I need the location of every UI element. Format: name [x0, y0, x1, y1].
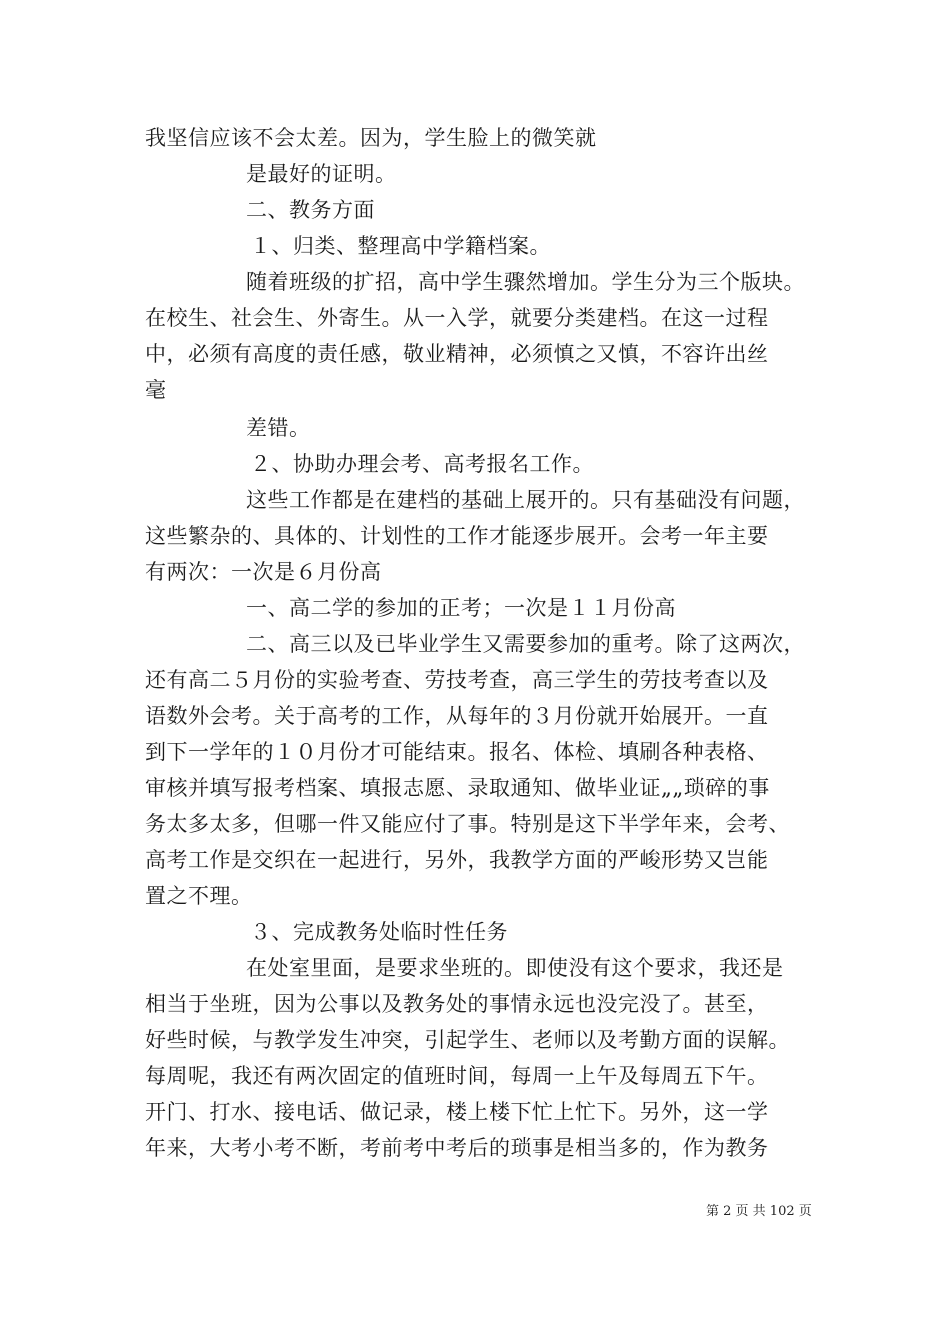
text-line: 还有高二５月份的实验考查、劳技考查，高三学生的劳技考查以及	[145, 668, 769, 692]
text-line: 好些时候，与教学发生冲突，引起学生、老师以及考勤方面的误解。	[145, 1028, 790, 1052]
text-line: 在校生、社会生、外寄生。从一入学，就要分类建档。在这一过程	[145, 306, 769, 330]
text-line: 每周呢，我还有两次固定的值班时间，每周一上午及每周五下午。	[145, 1064, 769, 1088]
subsection-heading: ２、协助办理会考、高考报名工作。	[250, 452, 594, 476]
text-line: 高考工作是交织在一起进行，另外，我教学方面的严峻形势又岂能	[145, 848, 769, 872]
text-line: 在处室里面，是要求坐班的。即使没有这个要求，我还是	[246, 956, 784, 980]
text-line: 到下一学年的１０月份才可能结束。报名、体检、填刷各种表格、	[145, 740, 769, 764]
text-line: 审核并填写报考档案、填报志愿、录取通知、做毕业证„„琐碎的事	[145, 776, 770, 800]
text-line: 我坚信应该不会太差。因为，学生脸上的微笑就	[145, 126, 597, 150]
text-line: 是最好的证明。	[246, 162, 397, 186]
text-line: 随着班级的扩招，高中学生骤然增加。学生分为三个版块。	[246, 270, 805, 294]
text-line: 差错。	[246, 416, 311, 440]
text-line: 置之不理。	[145, 884, 253, 908]
text-line: 相当于坐班，因为公事以及教务处的事情永远也没完没了。甚至，	[145, 992, 769, 1016]
text-line: 年来，大考小考不断，考前考中考后的琐事是相当多的，作为教务	[145, 1136, 769, 1160]
text-line: 语数外会考。关于高考的工作，从每年的３月份就开始展开。一直	[145, 704, 769, 728]
text-line: 中，必须有高度的责任感，敬业精神，必须慎之又慎，不容许出丝	[145, 342, 769, 366]
text-line: 这些工作都是在建档的基础上展开的。只有基础没有问题，	[246, 488, 805, 512]
text-line: 务太多太多，但哪一件又能应付了事。特别是这下半学年来，会考、	[145, 812, 790, 836]
text-line: 一、高二学的参加的正考；一次是１１月份高	[246, 596, 676, 620]
text-line: 这些繁杂的、具体的、计划性的工作才能逐步展开。会考一年主要	[145, 524, 769, 548]
text-line: 开门、打水、接电话、做记录，楼上楼下忙上忙下。另外，这一学	[145, 1100, 769, 1124]
subsection-heading: １、归类、整理高中学籍档案。	[250, 234, 551, 258]
text-line: 二、高三以及已毕业学生又需要参加的重考。除了这两次，	[246, 632, 805, 656]
section-heading: 二、教务方面	[246, 198, 375, 222]
text-line: 毫	[145, 378, 167, 402]
page-number: 第 2 页 共 102 页	[706, 1204, 812, 1219]
text-line: 有两次：一次是６月份高	[145, 560, 382, 584]
subsection-heading: ３、完成教务处临时性任务	[250, 920, 508, 944]
